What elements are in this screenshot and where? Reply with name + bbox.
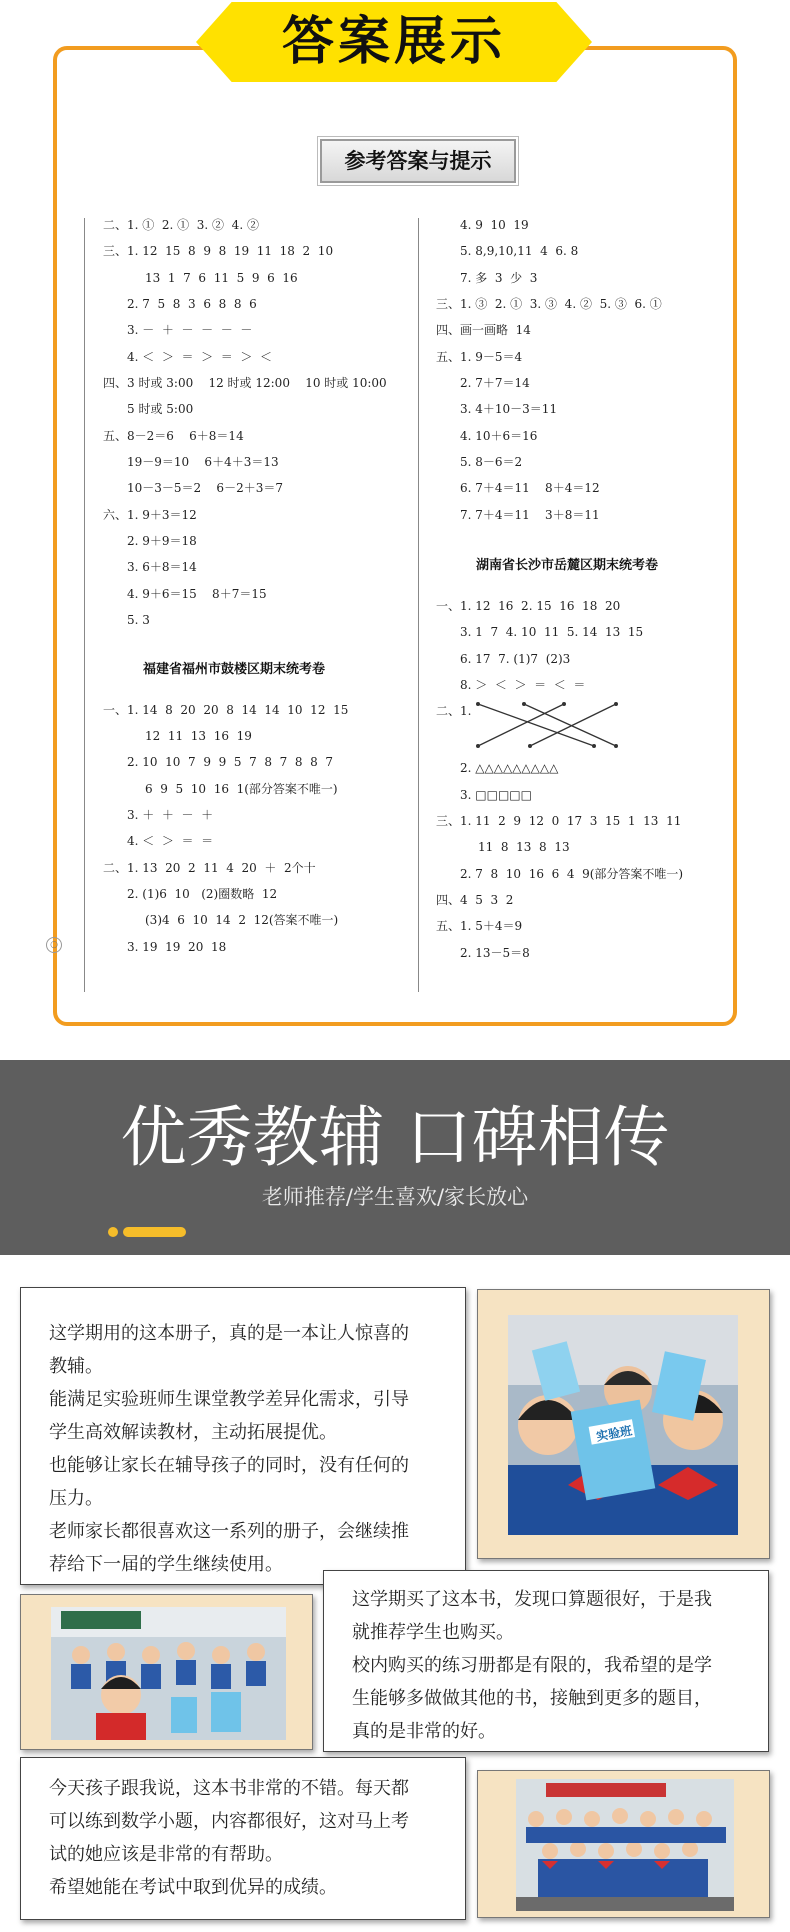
page-title: 答案展示	[281, 12, 506, 72]
answer-line: 3. 19 19 20 18	[127, 940, 227, 954]
answer-line: 2. 7 5 8 3 6 8 8 6	[127, 297, 257, 311]
answer-line: 3. 4＋10－3＝11	[460, 402, 558, 416]
testimonial-line: 生能够多做做其他的书，接触到更多的题目，	[352, 1688, 712, 1709]
photo-frame	[477, 1289, 770, 1559]
answer-line: 六、1. 9＋3＝12	[103, 508, 197, 522]
answer-line: 5. 8,9,10,11 4 6. 8	[460, 244, 579, 258]
answer-line: 3. □□□□□	[460, 788, 532, 802]
answer-line: 五、8－2＝6 6＋8＝14	[103, 429, 244, 443]
answer-line: 5 时或 5:00	[127, 402, 194, 416]
exam-region-title: 福建省福州市鼓楼区期末统考卷	[143, 662, 326, 677]
testimonial-line: 教辅。	[49, 1356, 103, 1377]
answer-line: 三、1. 12 15 8 9 8 19 11 18 2 10	[103, 244, 334, 258]
classroom-photo	[51, 1607, 286, 1740]
answer-line: 10－3－5＝2 6－2＋3＝7	[127, 481, 283, 495]
answer-line: 3. 1 7 4. 10 11 5. 14 13 15	[460, 625, 644, 639]
answer-line: 2. 9＋9＝18	[127, 534, 197, 548]
answer-line: 五、1. 9－5＝4	[436, 350, 523, 364]
answer-line: 2. 10 10 7 9 9 5 7 8 7 8 8 7	[127, 755, 334, 769]
testimonial-card	[20, 1757, 466, 1920]
answer-line: 3. － ＋ － － － －	[127, 323, 253, 337]
answer-line: 4. ＜ ＞ ＝ ＞ ＝ ＞ ＜	[127, 350, 273, 364]
decorative-dot	[108, 1227, 118, 1237]
answer-line: 4. 9 10 19	[460, 218, 529, 232]
answer-line: 2. (1)6 10 (2)圈数略 12	[127, 887, 278, 901]
answer-line: 6 9 5 10 16 1(部分答案不唯一)	[145, 782, 338, 796]
answer-line: 12 11 13 16 19	[145, 729, 252, 743]
binding-hole-icon: ○	[46, 937, 62, 953]
testimonial-line: 可以练到数学小题，内容都很好，这对马上考	[49, 1811, 409, 1832]
answer-line: 5. 3	[127, 613, 150, 627]
answer-line: 3. 6＋8＝14	[127, 560, 197, 574]
banner-tagline: 老师推荐/学生喜欢/家长放心	[261, 1185, 529, 1209]
answer-line: 2. △△△△△△△△△	[460, 761, 559, 775]
testimonial-line: 今天孩子跟我说，这本书非常的不错。每天都	[49, 1778, 409, 1799]
answer-line: 一、1. 14 8 20 20 8 14 14 10 12 15	[103, 703, 349, 717]
answer-line: 4. 10＋6＝16	[460, 429, 538, 443]
answer-line: 7. 多 3 少 3	[460, 271, 538, 285]
testimonial-line: 这学期买了这本书，发现口算题很好，于是我	[352, 1589, 712, 1610]
testimonial-line: 就推荐学生也购买。	[352, 1622, 514, 1643]
answer-line: 四、画一画略 14	[436, 323, 531, 337]
answer-subtitle: 参考答案与提示	[320, 139, 516, 183]
testimonial-line: 这学期用的这本册子，真的是一本让人惊喜的	[49, 1323, 409, 1344]
answer-line: 二、1.	[436, 704, 472, 718]
answer-line: 19－9＝10 6＋4＋3＝13	[127, 455, 279, 469]
testimonial-line: 能满足实验班师生课堂教学差异化需求，引导	[49, 1389, 409, 1410]
testimonial-card	[20, 1287, 466, 1585]
answer-line: 一、1. 12 16 2. 15 16 18 20	[436, 599, 621, 613]
answer-line: 11 8 13 8 13	[478, 840, 570, 854]
book-cover-label: 实验班	[595, 1423, 634, 1444]
testimonial-card	[323, 1570, 769, 1752]
answer-line: (3)4 6 10 14 2 12(答案不唯一)	[145, 913, 339, 927]
testimonial-line: 校内购买的练习册都是有限的，我希望的是学	[352, 1655, 712, 1676]
answer-line: 2. 7 8 10 16 6 4 9(部分答案不唯一)	[460, 867, 684, 881]
testimonial-line: 压力。	[49, 1488, 103, 1509]
answer-line: 7. 7＋4＝11 3＋8＝11	[460, 508, 600, 522]
testimonial-line: 荐给下一届的学生继续使用。	[49, 1554, 283, 1575]
answer-line: 5. 8－6＝2	[460, 455, 523, 469]
answer-line: 2. 7＋7＝14	[460, 376, 530, 390]
answer-line: 8. ＞ ＜ ＞ ＝ ＜ ＝	[460, 678, 586, 692]
answer-line: 四、3 时或 3:00 12 时或 12:00 10 时或 10:00	[103, 376, 387, 390]
testimonial-line: 试的她应该是非常的有帮助。	[49, 1844, 283, 1865]
testimonial-line: 老师家长都很喜欢这一系列的册子，会继续推	[49, 1521, 409, 1542]
testimonial-line: 真的是非常的好。	[352, 1721, 496, 1742]
answer-line: 6. 17 7. (1)7 (2)3	[460, 652, 571, 666]
photo-frame	[477, 1770, 770, 1918]
banner-slogan: 优秀教辅 口碑相传	[120, 1099, 670, 1176]
matching-lines-drawing	[474, 700, 624, 750]
testimonial-line: 也能够让家长在辅导孩子的同时，没有任何的	[49, 1455, 409, 1476]
answer-line: 三、1. 11 2 9 12 0 17 3 15 1 13 11	[436, 814, 682, 828]
answer-line: 二、1. ① 2. ① 3. ② 4. ②	[103, 218, 259, 232]
answer-line: 四、4 5 3 2	[436, 893, 514, 907]
answer-line: 6. 7＋4＝11 8＋4＝12	[460, 481, 600, 495]
exam-region-title: 湖南省长沙市岳麓区期末统考卷	[476, 558, 659, 573]
answer-line: 五、1. 5＋4＝9	[436, 919, 523, 933]
decorative-bar	[123, 1227, 186, 1237]
answer-line: 3. ＋ ＋ － ＋	[127, 808, 214, 822]
class-group-photo	[516, 1779, 734, 1911]
answer-line: 4. ＜ ＞ ＝ ＝	[127, 834, 214, 848]
testimonial-line: 希望她能在考试中取到优异的成绩。	[49, 1877, 337, 1898]
photo-frame	[20, 1594, 313, 1750]
left-margin-line	[84, 218, 85, 992]
answer-line: 三、1. ③ 2. ① 3. ③ 4. ② 5. ③ 6. ①	[436, 297, 662, 311]
answer-line: 2. 13－5＝8	[460, 946, 530, 960]
answer-line: 二、1. 13 20 2 11 4 20 ＋ 2个十	[103, 861, 316, 875]
answer-line: 13 1 7 6 11 5 9 6 16	[145, 271, 298, 285]
answer-line: 4. 9＋6＝15 8＋7＝15	[127, 587, 267, 601]
students-with-books-photo	[508, 1315, 738, 1535]
column-divider	[418, 218, 419, 992]
testimonial-line: 学生高效解读教材，主动拓展提优。	[49, 1422, 337, 1443]
